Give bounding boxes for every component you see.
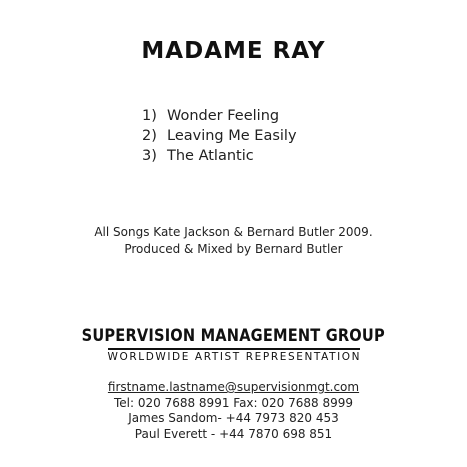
track-number: 2) xyxy=(142,128,157,144)
track-number: 3) xyxy=(142,148,157,164)
production-credit: Produced & Mixed by Bernard Butler xyxy=(124,242,343,256)
track-item xyxy=(142,126,297,146)
track-title: Wonder Feeling xyxy=(167,108,280,124)
track-title: The Atlantic xyxy=(167,148,254,164)
tel-fax-line: Tel: 020 7688 8991 Fax: 020 7688 8999 xyxy=(113,395,353,410)
artist-title: MADAME RAY xyxy=(141,38,326,64)
songwriting-credit: All Songs Kate Jackson & Bernard Butler 2009. xyxy=(94,225,373,239)
company-tagline: WORLDWIDE ARTIST REPRESENTATION xyxy=(108,348,360,363)
track-list xyxy=(142,106,297,166)
contact-james: James Sandom- +44 7973 820 453 xyxy=(128,411,339,425)
contact-paul: Paul Everett - +44 7870 698 851 xyxy=(134,426,333,441)
company-name: SUPERVISION MANAGEMENT GROUP xyxy=(81,326,386,346)
track-item xyxy=(142,106,297,126)
email-link[interactable]: firstname.lastname@supervisionmgt.com xyxy=(107,380,360,394)
track-number: 1) xyxy=(142,108,157,124)
track-title: Leaving Me Easily xyxy=(167,128,297,144)
track-item xyxy=(142,146,297,166)
company-logo-block xyxy=(0,326,467,363)
credits-block xyxy=(0,224,467,258)
contact-block xyxy=(0,380,467,442)
